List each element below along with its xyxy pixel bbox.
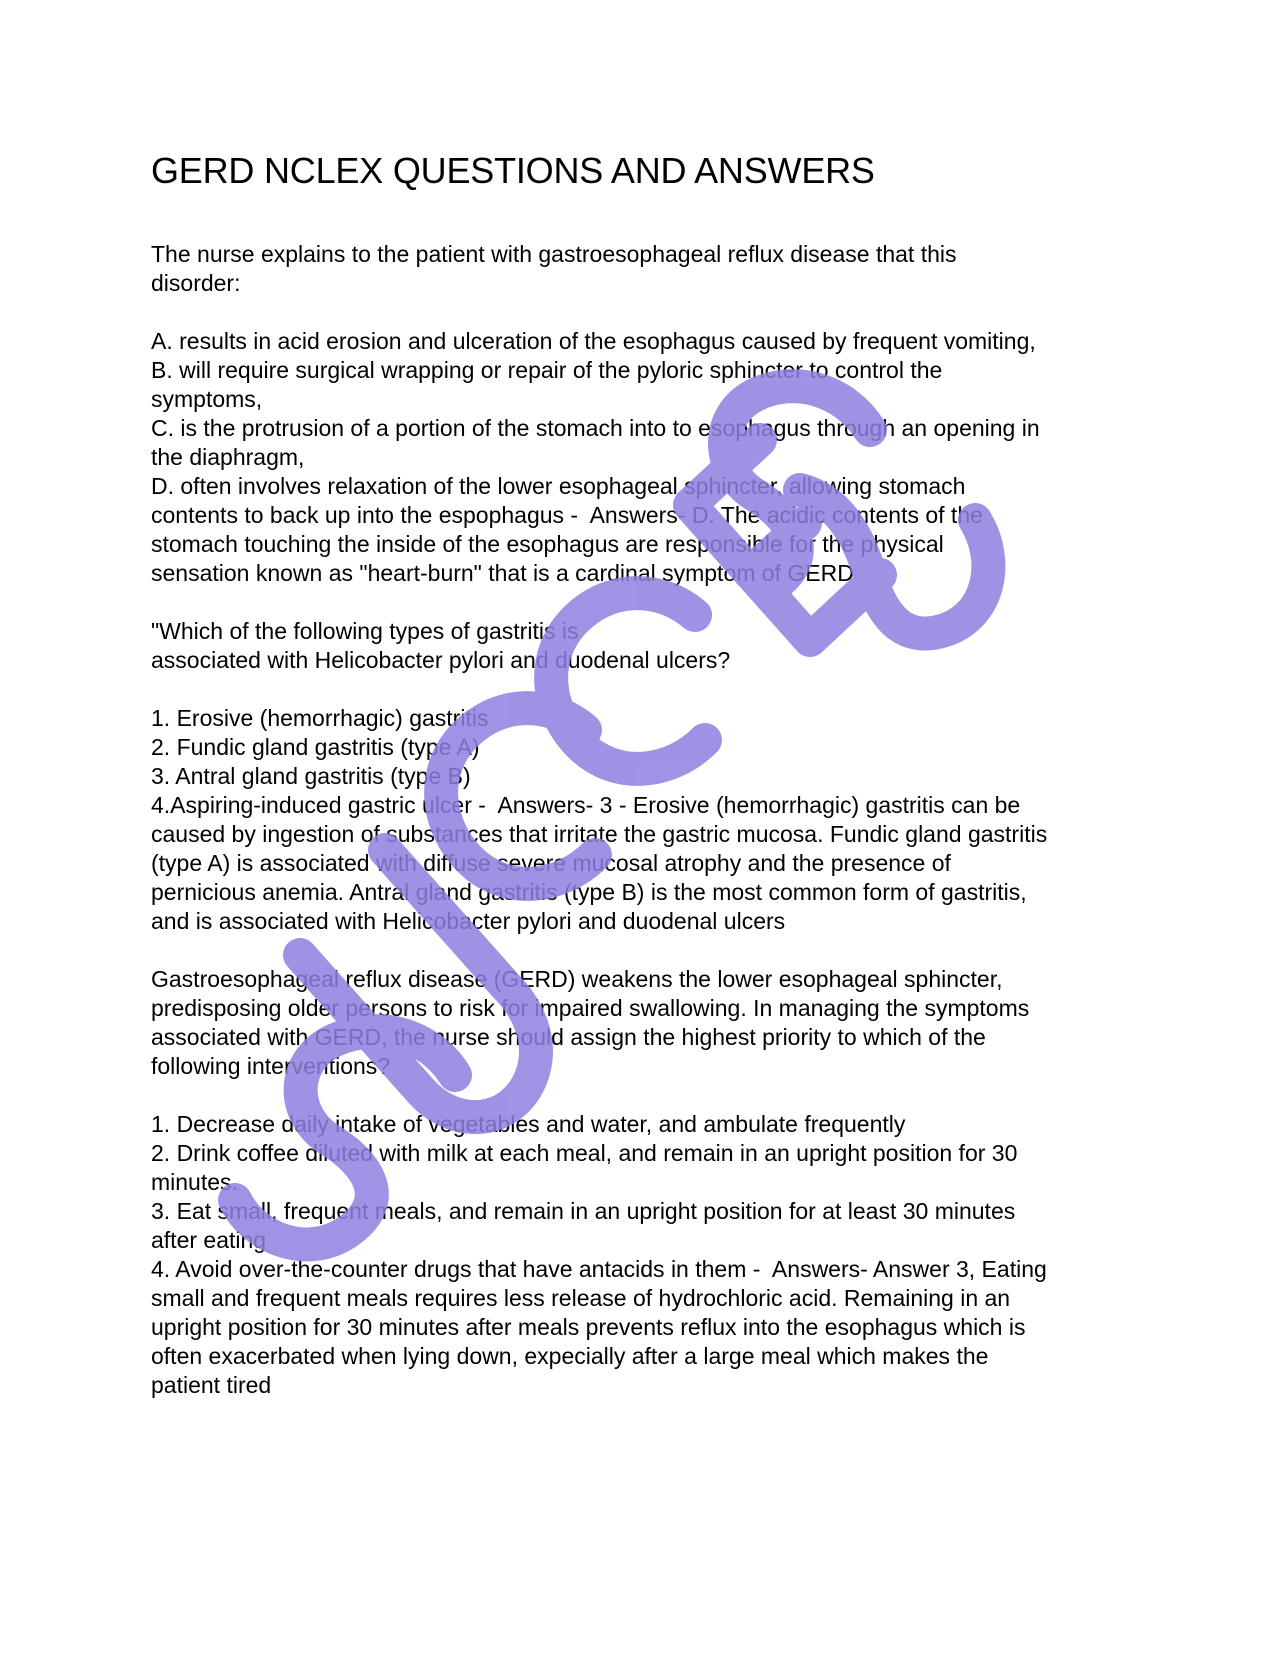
text-line: following interventions? [151, 1053, 391, 1079]
text-line: symptoms, [151, 386, 263, 412]
text-line: associated with Helicobacter pylori and duodenal ulcers? [151, 647, 731, 673]
text-line: small and frequent meals requires less release of hydrochloric acid. Remaining in an [151, 1285, 1011, 1311]
text-line: often exacerbated when lying down, expecially after a large meal which makes the [151, 1343, 989, 1369]
text-line: Gastroesophageal reflux disease (GERD) weakens the lower esophageal sphincter, [151, 966, 1003, 992]
text-line: and is associated with Helicobacter pylori and duodenal ulcers [151, 908, 786, 934]
question-2-stem [151, 617, 1136, 675]
text-line: The nurse explains to the patient with gastroesophageal reflux disease that this [151, 241, 957, 267]
text-line: 2. Drink coffee diluted with milk at each meal, and remain in an upright position for 30 [151, 1140, 1018, 1166]
question-1-stem [151, 240, 1136, 298]
text-line: B. will require surgical wrapping or repair of the pyloric sphincter to control the [151, 357, 943, 383]
text-line: caused by ingestion of substances that irritate the gastric mucosa. Fundic gland gastritis [151, 821, 1048, 847]
text-line: D. often involves relaxation of the lower esophageal sphincter, allowing stomach [151, 473, 966, 499]
text-line: after eating [151, 1227, 267, 1253]
text-line: stomach touching the inside of the esophagus are responsible for the physical [151, 531, 944, 557]
document-body [151, 240, 1136, 1400]
text-line: 3. Antral gland gastritis (type B) [151, 763, 471, 789]
text-line: 4.Aspiring-induced gastric ulcer - Answers- 3 - Erosive (hemorrhagic) gastritis can be [151, 792, 1021, 818]
text-line: contents to back up into the espophagus - Answers- D. The acidic contents of the [151, 502, 983, 528]
text-line: 4. Avoid over-the-counter drugs that have antacids in them - Answers- Answer 3, Eating [151, 1256, 1047, 1282]
text-line: C. is the protrusion of a portion of the stomach into to esophagus through an opening in [151, 415, 1040, 441]
question-2-options [151, 704, 1136, 936]
text-line: predisposing older persons to risk for impaired swallowing. In managing the symptoms [151, 995, 1030, 1021]
text-line: associated with GERD, the nurse should assign the highest priority to which of the [151, 1024, 986, 1050]
text-line: the diaphragm, [151, 444, 305, 470]
text-line: pernicious anemia. Antral gland gastritis (type B) is the most common form of gastritis, [151, 879, 1027, 905]
text-line: sensation known as "heart-burn" that is a cardinal symptom of GERD [151, 560, 854, 586]
text-line: 1. Decrease daily intake of vegetables and water, and ambulate frequently [151, 1111, 906, 1137]
document-content [151, 150, 1136, 1400]
text-line: patient tired [151, 1372, 272, 1398]
text-line: minutes. [151, 1169, 238, 1195]
text-line: 1. Erosive (hemorrhagic) gastritis [151, 705, 489, 731]
question-3-stem [151, 965, 1136, 1081]
text-line: 3. Eat small, frequent meals, and remain in an upright position for at least 30 minutes [151, 1198, 1016, 1224]
text-line: 2. Fundic gland gastritis (type A) [151, 734, 480, 760]
page-title: GERD NCLEX QUESTIONS AND ANSWERS [151, 150, 875, 191]
question-1-options [151, 327, 1136, 588]
text-line: upright position for 30 minutes after meals prevents reflux into the esophagus which is [151, 1314, 1026, 1340]
text-line: "Which of the following types of gastritis is [151, 618, 579, 644]
text-line: (type A) is associated with diffuse severe mucosal atrophy and the presence of [151, 850, 951, 876]
text-line: disorder: [151, 270, 241, 296]
text-line: A. results in acid erosion and ulceration of the esophagus caused by frequent vomiting, [151, 328, 1036, 354]
question-3-options [151, 1110, 1136, 1400]
